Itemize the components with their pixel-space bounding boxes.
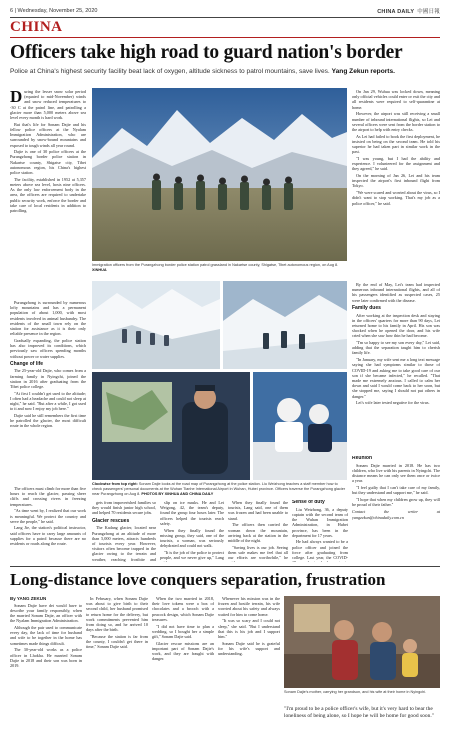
subhead-reunion: Reunion <box>352 456 372 461</box>
body-paragraph: Lang Jie, the station's political instructor, said officers have to carry large amounts of supplies for a patrol because there are no residents or roads along the route. <box>10 525 86 547</box>
body-paragraph: "We were scared and worried about the virus, so I didn't want to stop working. That's my job as a police officer," he said. <box>352 190 440 206</box>
article-column-8 <box>228 500 288 562</box>
body-paragraph: "It was so scary and I could not sleep," she said. "But I understand that this is his job and I support him." <box>218 618 280 639</box>
body-paragraph: Sonam Dajie married in 2018. He has two children, who live with his parents in Nyingchi. The distance means he can only see them once or twice a year. <box>352 462 440 484</box>
caption-credit: XINHUA <box>92 267 107 272</box>
article-column-5 <box>352 282 440 452</box>
subhead-family-dues: Family dues <box>352 304 381 311</box>
body-paragraph: When they finally found the tourists, Lang said, one of them was frozen and had been unable to stand. <box>228 500 288 521</box>
glacier-walk-photo-image <box>223 281 347 369</box>
body-paragraph: Glacier rescue missions are an important part of Sonam Dajie's work, and they are fraught with danger. <box>152 640 214 662</box>
body-paragraph: "Because the station is far from the county, I couldn't get there in time," Sonam Dajie said. <box>86 633 148 650</box>
body-paragraph: "Saving lives is our job. Seeing them safe makes me feel that all our efforts are worthwhile," he <box>228 544 288 561</box>
pull-quote-text: "I'm proud to be a police officer's wife, but it's very hard to bear the loneliness of being alone, so I hope he will be home for good soon." <box>284 706 434 719</box>
airport-check-photo-image <box>253 372 347 480</box>
article2-column-2 <box>86 596 148 741</box>
airport-check-photo <box>253 372 347 480</box>
paper-name: CHINA DAILY <box>377 9 415 15</box>
headline: Officers take high road to guard nation's border <box>10 42 403 63</box>
family-photo <box>284 596 440 688</box>
section-title: CHINA <box>10 19 63 35</box>
glacier-photo <box>92 281 220 369</box>
drop-cap: D <box>10 89 23 106</box>
patrol-photo-caption <box>92 263 347 275</box>
body-paragraph: The 25-year-old Dajie, who comes from a farming family in Nyingchi, joined the station in 2016 after graduating from the Tibet police college. <box>10 368 86 390</box>
caption-credit: PHOTOS BY XINHUA AND CHINA DAILY <box>141 491 214 496</box>
standfirst-lead: Police at China's highest security facility beat lack of oxygen, altitude sickness to patrol mountains, save lives. <box>10 68 330 75</box>
article-column-4 <box>352 89 440 279</box>
caption-text: Sonam Dajie looks at the road map of Purangzhong at the police station. Liu Weizhong teaches a staff member how to check passengers' personal documents at the Wuhan Tianhe International Airport in Wuhan, Hubei province. Officers traverse the Purangzhong glacier near Purangzhong on Aug 8. <box>92 482 346 496</box>
body-paragraph: The 30-year-old works as a police officer in Lhokha. He married Sonam Dajie in 2018 and their son was born in 2019. <box>10 647 82 668</box>
body-paragraph: "I feel guilty that I can't take care of my family, but they understand and support me," he said. <box>352 485 440 496</box>
writer-contact: Contact the writer at yangzekun@chinadaily.com.cn <box>352 509 440 520</box>
body-paragraph: Lei's wife later tested negative for the virus. <box>356 400 430 406</box>
officer-map-photo-image <box>92 372 250 480</box>
body-paragraph: Although the pair used to communicate every day, the lack of time for husband and wife to be together in the home has sometimes made things difficult. <box>10 625 82 646</box>
body-paragraph: Purangzhong is surrounded by numerous lofty mountains and has a permanent population of about 1,000, with most residents involved in animal husbandry. The residents of the small town rely on the station for assistance as it is their only reliable presence in the region. <box>10 300 86 337</box>
body-paragraph: gets from impoverished families so they would finish junior high school, and helped 70 residents secure jobs. <box>92 500 156 516</box>
body-paragraph: After working at the inspection desk and staying in the officers' quarters for more than 90 days, Lei returned home to his family in April. His son was shocked when he opened the door, and his wife cried when she saw how thin he had become. <box>352 312 440 339</box>
glacier-photo-image <box>92 281 220 369</box>
body-paragraph: By the end of May, Lei's team had inspected numerous inbound international flights, and all of his passengers identified as suspected cases, 25 were later confirmed with the disease. <box>352 282 440 303</box>
standfirst <box>10 68 440 82</box>
patrol-photo-image <box>92 88 347 261</box>
body-paragraph: "At first I couldn't get used to the altitude; I often had a headache and could not sleep at night," he said. "But after a while, I got used to it and now I enjoy my job here." <box>10 390 86 412</box>
body-paragraph: When the two married in 2018, their love tokens were a box of chocolates and a brooch with a peacock design, which Sonam Dajie treasures. <box>152 596 214 622</box>
patrol-photo <box>92 88 347 261</box>
body-paragraph: But that's life for Sonam Dajie and his fellow police officers at the Nyalam Immigration Administration, who are surrounded by snow-bound mountains and exposed to tough winds all year round. <box>10 121 86 148</box>
body-paragraph: Sonam Dajie said he is grateful for his wife's support and understanding. <box>218 640 280 657</box>
page-date: 6 | Wednesday, November 25, 2020 <box>10 8 98 14</box>
article-column-9 <box>292 500 348 562</box>
body-paragraph: "I was young, but I had the ability and experience. I volunteered for the assignment and they agreed," he said. <box>352 155 440 172</box>
article-column-6 <box>92 500 156 562</box>
body-paragraph: On the morning of Jan 26, Lei and his team inspected the airport's first inbound flight from Tokyo. <box>352 173 440 189</box>
caption-lead: Clockwise from top right: <box>92 482 138 486</box>
glacier-walk-photo <box>223 281 347 369</box>
body-paragraph: On Jan 29, Wuhua was locked down, meaning only official vehicles could enter or exit the city and all residents were required to self-quarantine at home. <box>352 89 440 110</box>
caption-text: Immigration officers from the Purangzhong border police station patrol grassland in Nakartse county, Shigatse, Tibet autonomous region, on Aug 8. <box>92 263 339 267</box>
article-column-10 <box>352 456 440 562</box>
article-divider <box>10 566 440 567</box>
paper-name-cn: 中國日報 <box>417 9 440 15</box>
body-paragraph: The officers then carried the woman down the mountain, arriving back at the station in the middle of the night. <box>228 522 288 543</box>
headline-secondary: Long-distance love conquers separation, frustration <box>10 570 386 589</box>
family-photo-caption: Sonam Dajie's mother, carrying her grandson, and his wife at their home in Nyingchi. <box>284 690 427 694</box>
byline: By YANG ZEKUN <box>10 596 47 601</box>
body-paragraph: Gradually expanding, the police station has also improved its conditions, which previously saw officers spending months without power or water supplies. <box>10 337 86 359</box>
page-header <box>10 6 440 16</box>
body-paragraph: The facility, established in 1952 at 5,357 meters above sea level, hosts nine officers. As the only law enforcement body in the area, the officers are required to undertake public security work, enforce the border and take care of local residents in addition to patrolling. <box>10 176 86 213</box>
body-paragraph: The officers must climb for more than five hours to reach the glacier, passing sheer cliffs and crossing rivers in freezing temperatures. <box>10 486 86 507</box>
officer-map-photo <box>92 372 250 480</box>
body-paragraph: "As time went by, I realized that our work is meaningful. We protect the country and serve the people," he said. <box>10 508 86 524</box>
subhead-sense-of-duty: Sense of duty <box>292 500 325 505</box>
body-paragraph: The Kadang glacier, located near Purangzhong at an altitude of more than 5,000 meters, attracts hundreds of tourists every year. However, visitors often become trapped in the glacier owing to the terrain and weather, reaching frostbite and <box>92 525 156 562</box>
body-paragraph: When they finally found the missing group, they said, one of the tourists, a woman, was seriously dehydrated and could not walk. <box>160 527 224 549</box>
body-paragraph: "It is the job of the police to protect people, and we never give up," Lang <box>160 549 224 561</box>
article-column-1 <box>10 89 86 296</box>
body-paragraph: "I hope that when my children grow up, they will be proud of their father." <box>352 496 440 508</box>
body-paragraph: "I did not have time to plan a wedding, so I bought her a simple gift," Sonam Dajie said. <box>152 623 214 639</box>
masthead <box>377 7 440 15</box>
subhead-change-of-life: Change of life <box>10 360 44 367</box>
section-divider <box>10 37 440 38</box>
article2-column-1 <box>10 596 82 741</box>
body-paragraph: In February, when Sonam Dajie was about to give birth to their second child, her husband promised to return home for the delivery, but work commitments prevented him from doing so, and he arrived 10 days after the birth. <box>86 596 148 633</box>
body-paragraph: Whenever his mission was in the frozen and hostile terrain, his wife worried about his safety and always waited for him to come home. <box>218 596 280 617</box>
body-paragraph: "In January, my wife sent me a long text message saying she had symptoms similar to those of COVID-19 and asking me to take good care of our son if she became infected," he recalled. "That made me extremely anxious. I called to calm her down and said I would come back to her soon, but she stopped me, saying I should not put others in danger." <box>352 357 440 399</box>
body-paragraph: "I'm so happy to see my son every day," Lei said, adding that the separation taught him to cherish family life. <box>352 340 440 356</box>
body-paragraph: He had always wanted to be a police officer and joined the force after graduating from college. Last year, the COVID- <box>292 539 348 561</box>
body-paragraph: As Lei had failed to book the first deployment, he insisted on being on the second team. He told his superior he had taken part in similar work in the past. <box>352 133 440 155</box>
body-paragraph: Liu Weizhong, 36, a deputy captain with the second team of the Wuhan Immigration Administration, in Hubei province, has been in the department for 17 years. <box>292 506 348 538</box>
article2-column-3 <box>152 596 214 741</box>
standfirst-byline: Yang Zekun reports. <box>331 68 395 75</box>
body-paragraph: However, the airport was still receiving a small number of inbound international flights, so Lei and several officers were sent from the border station to the airport to help with entry checks. <box>352 111 440 132</box>
article-column-7 <box>160 500 224 562</box>
subhead-glacier-rescues: Glacier rescues <box>92 517 130 524</box>
body-paragraph: Dajie said he still remembers the first time he patrolled the glacier, the most difficult route in the whole region. <box>10 413 86 429</box>
body-paragraph: slip on ice masks. He and Lei Weigong, 42, the team's deputy, found the group four hours later. The officers helped the tourists reach safety. <box>160 500 224 526</box>
article2-column-4 <box>218 596 280 741</box>
article-column-3 <box>10 486 86 562</box>
article-column-2 <box>10 300 86 482</box>
body-paragraph: Sonam Dajie have dei would have to describe your family responsibly, when the married Sonam Dajie, an officer with the Nyalam Immigration Administration. <box>10 602 82 624</box>
body-paragraph: Dajie is one of 30 police officers at the Purangzhong border police station in Nakartse county, Shigatse city, Tibet autonomous region, his China's highest police station. <box>10 149 86 176</box>
body-paragraph: uring the lesser snow solar period (equated to mid-November) winds and snow reduced temperatures to -30 C at the patrol line, and patrolling a glacier more than 5,000 meters above sea level every month is hard work. <box>10 89 86 121</box>
family-photo-image <box>284 596 440 688</box>
pull-quote <box>284 706 440 738</box>
header-divider <box>10 17 440 18</box>
photo-grid-caption <box>92 482 347 498</box>
